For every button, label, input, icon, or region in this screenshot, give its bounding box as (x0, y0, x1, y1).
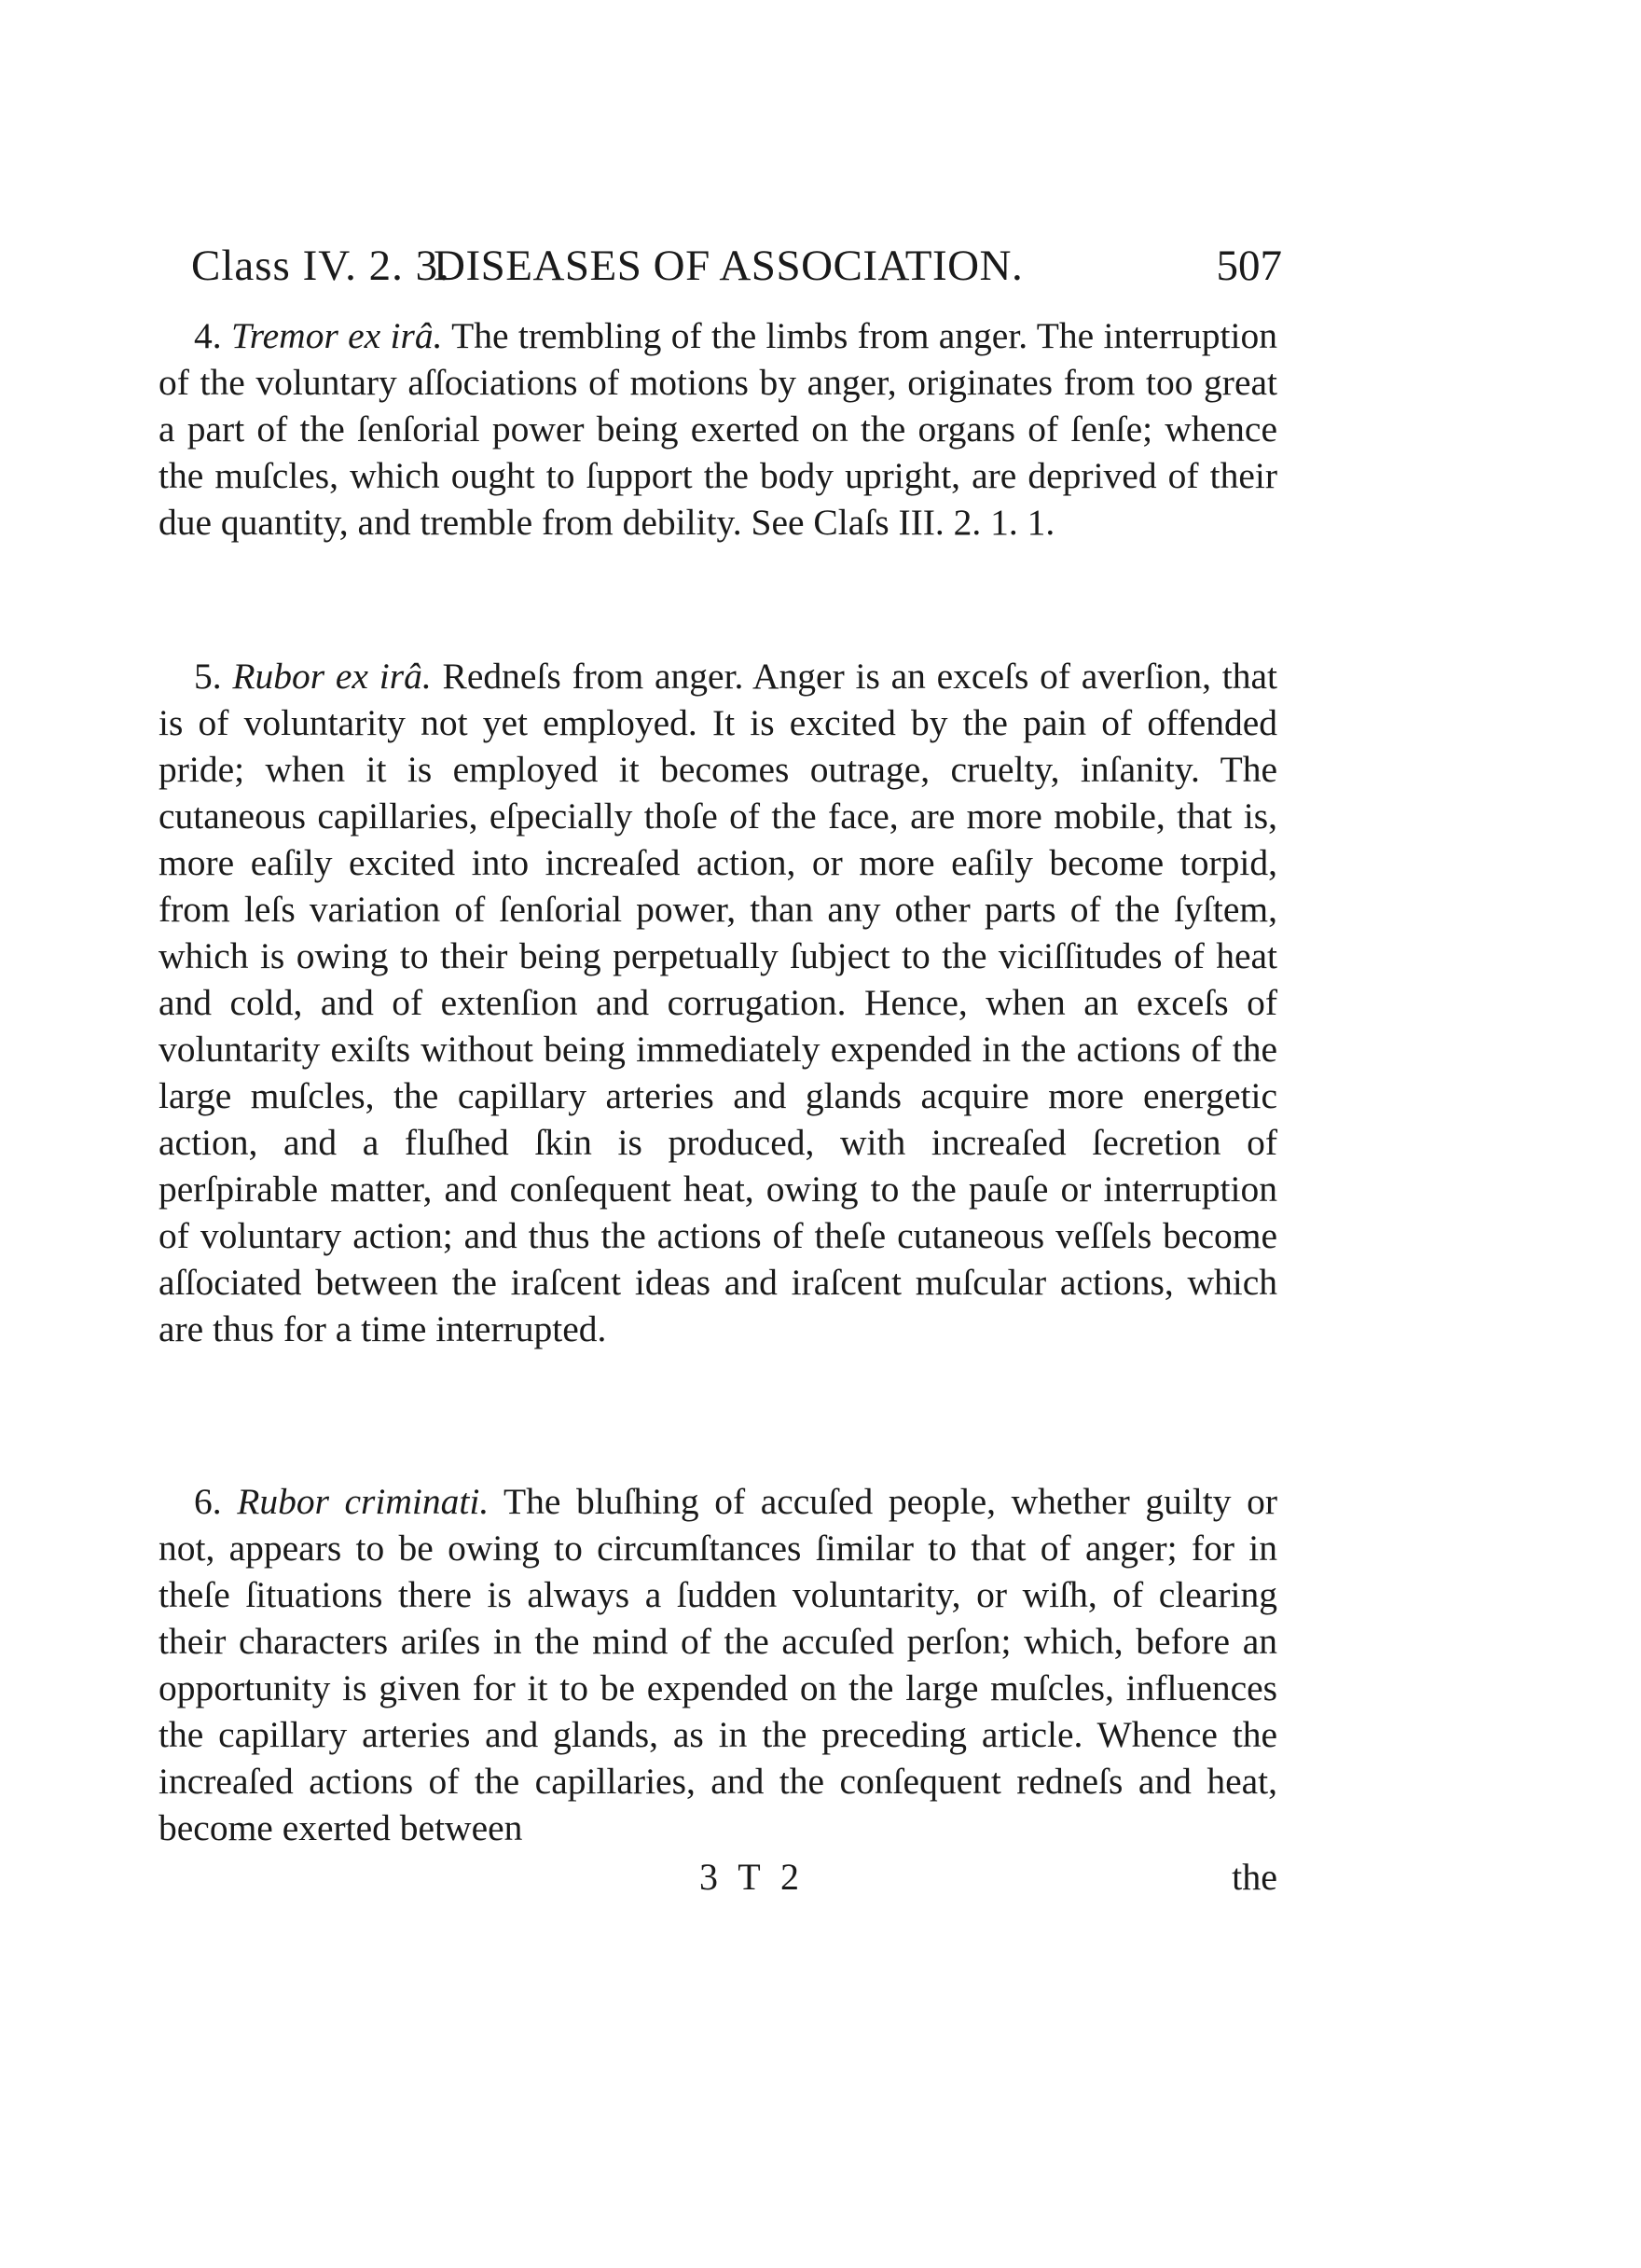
catchword: the (1232, 1856, 1277, 1898)
paragraph-rubor-criminati (159, 1478, 1277, 1851)
running-header (191, 238, 1282, 294)
paragraph-term: Rubor ex irâ. (232, 656, 432, 697)
page-footer (159, 1851, 1277, 1903)
signature-mark: 3 T 2 (699, 1856, 805, 1898)
paragraph-text: The trembling of the limbs from anger. The interruption of the voluntary aſſociations of motions by anger, originates from too great a part of the ſenſorial power being exerted on the organs of ſenſe; whence the muſcles, which ought to ſupport the body upright, are deprived of their due quantity, and tremble from debility. See Claſs III. 2. 1. 1. (159, 315, 1278, 543)
paragraph-number: 6. (194, 1481, 222, 1522)
paragraph-number: 5. (194, 656, 222, 697)
paragraph-text: The bluſhing of accuſed people, whether guilty or not, appears to be owing to circumſtances ſimilar to that of anger; for in theſe ſituations there is always a ſudden voluntarity, or wiſh, of clearing their characters ariſes in the mind of the accuſed perſon; which, before an opportunity is given for it to be expended on the large muſcles, influences the capillary arteries and glands, as in the preceding article. Whence the increaſed actions of the capillaries, and the conſequent redneſs and heat, become exerted between (159, 1481, 1277, 1848)
paragraph-tremor-ex-ira (159, 312, 1277, 546)
page-number: 507 (1216, 242, 1282, 290)
running-title: DISEASES OF ASSOCIATION. (434, 242, 1024, 290)
paragraph-text: Redneſs from anger. Anger is an exceſs of averſion, that is of voluntarity not yet employed. It is excited by the pain of offended pride; when it is employed it becomes outrage, cruelty, inſanity. The cutaneous capillaries, eſpecially thoſe of the face, are more mobile, that is, more eaſily excited into increaſed action, or more eaſily become torpid, from leſs variation of ſenſorial power, than any other parts of the ſyſtem, which is owing to their being perpetually ſubject to the viciſſitudes of heat and cold, and of extenſion and corrugation. Hence, when an exceſs of voluntarity exiſts without being immediately expended in the actions of the large muſcles, the capillary arteries and glands acquire more energetic action, and a fluſhed ſkin is produced, with increaſed ſecretion of perſpirable matter, and conſequent heat, owing to the pauſe or interruption of voluntary action; and thus the actions of theſe cutaneous veſſels become aſſociated between the iraſcent ideas and iraſcent muſcular actions, which are thus for a time interrupted. (159, 656, 1278, 1349)
class-reference: Class IV. 2. 3. (191, 242, 450, 290)
paragraph-number: 4. (194, 315, 222, 356)
paragraph-term: Tremor ex irâ. (230, 315, 443, 356)
paragraph-term: Rubor criminati. (237, 1481, 490, 1522)
paragraph-rubor-ex-ira (159, 653, 1277, 1352)
